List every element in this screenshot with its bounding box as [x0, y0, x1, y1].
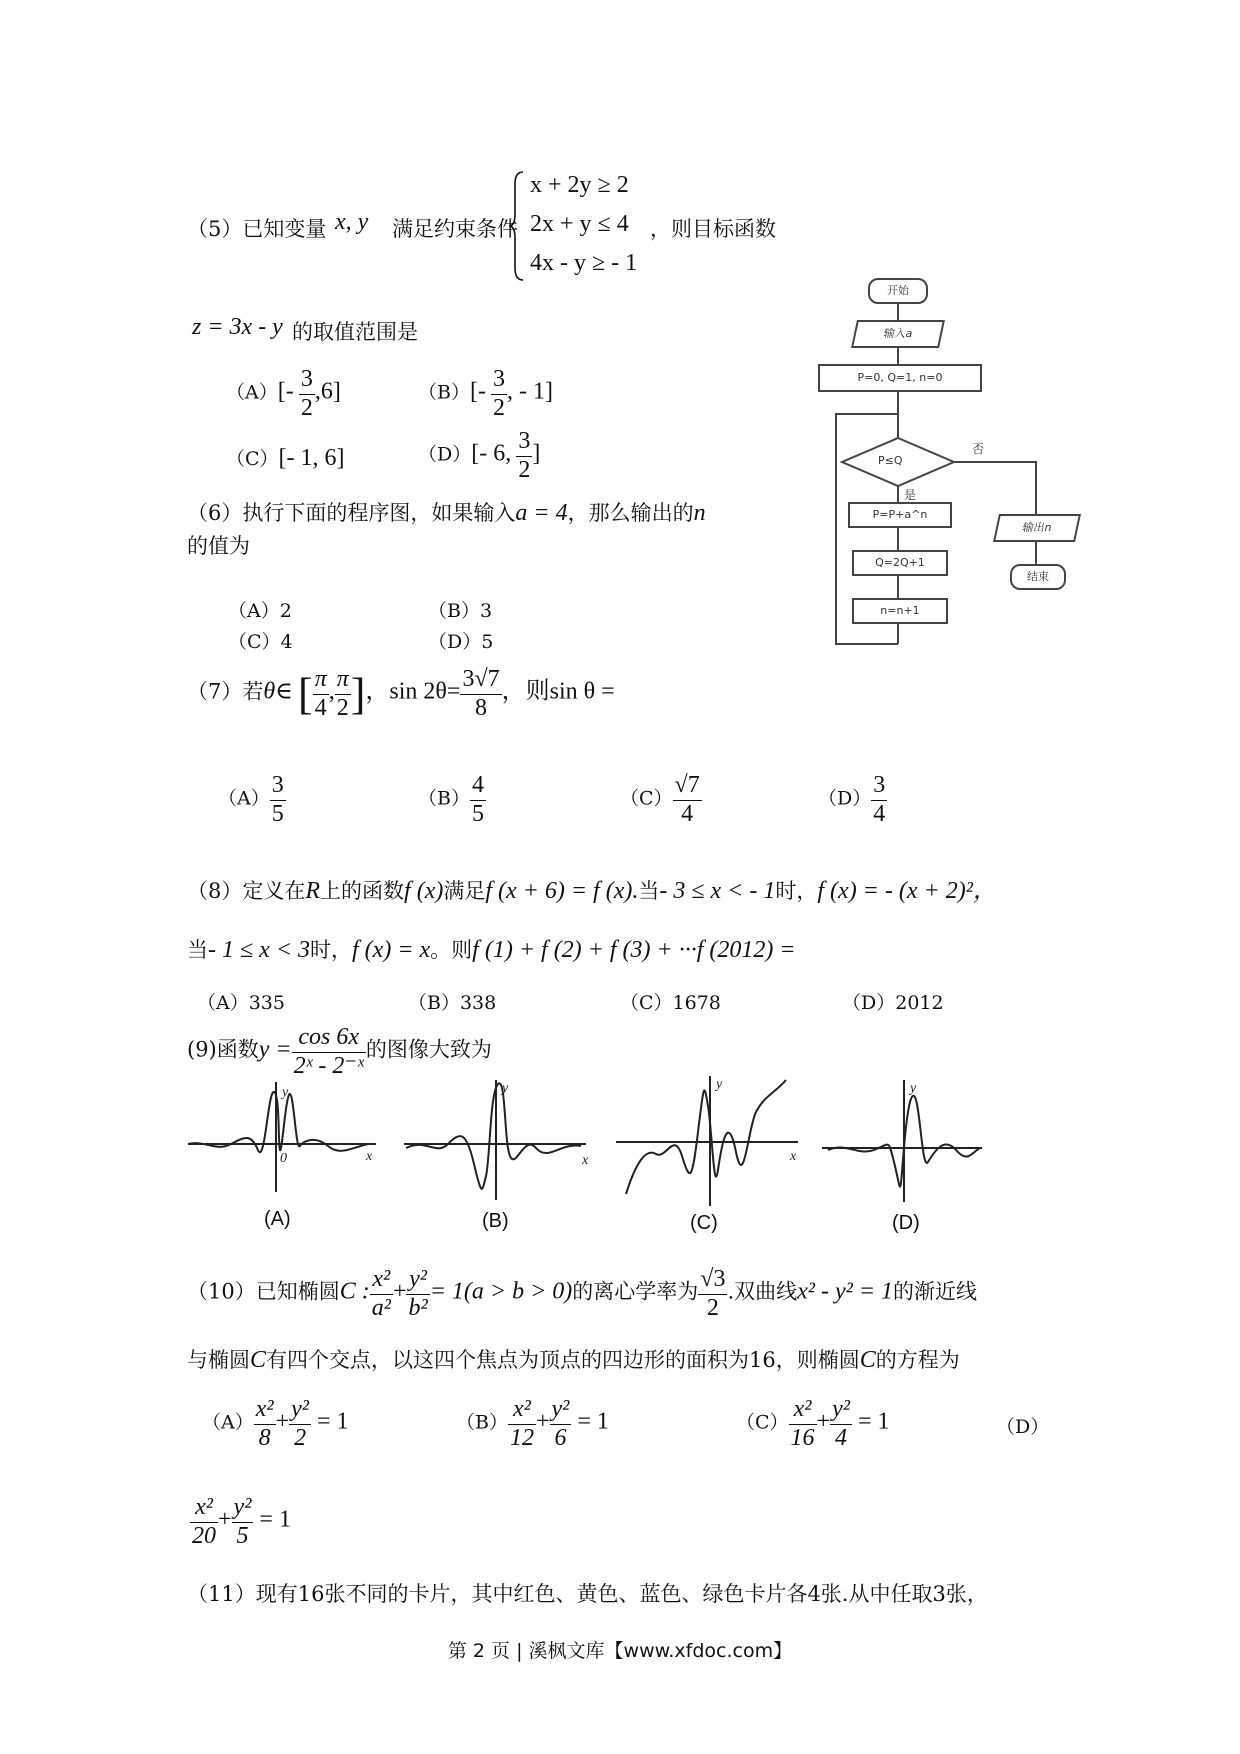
q10-option-c: （C） $\frac{\text{x²}}{16}$ + $\frac{\text{y²}}{4}$ = 1: [736, 1396, 890, 1451]
svg-text:x: x: [582, 1153, 589, 1168]
q5-prefix: （5）已知变量: [187, 217, 327, 241]
q5-option-d: （D）[- 6, $\frac{3}{2}$ ]: [418, 428, 541, 483]
q6-option-c: （C）4: [228, 631, 293, 653]
q10-option-d-label: （D）: [996, 1416, 1050, 1438]
q5-objective: z = 3x - y: [192, 314, 283, 340]
q10-option-d: $\frac{\text{x²}}{20}$ + $\frac{\text{y²}}{5}$ = 1: [192, 1494, 291, 1549]
flow-step-p: P=P+a^n: [848, 502, 952, 528]
q9-label-d: (D): [892, 1212, 920, 1234]
svg-text:y: y: [502, 1081, 509, 1096]
q7-option-c: （C） $\frac{√7}{4}$: [620, 772, 700, 827]
q6-option-a: （A）2: [228, 600, 292, 622]
q8-option-a: （A）335: [197, 992, 285, 1014]
q7-option-a: （A） $\frac{3}{5}$: [218, 772, 284, 827]
q8-line1: （8）定义在R上的函数f (x)满足f (x + 6) = f (x).当- 3 ≤ x < - 1时，f (x) = - (x + 2)²，: [187, 878, 997, 904]
q5-option-b: （B）[- $\frac{3}{2}$ , - 1]: [418, 366, 554, 421]
q6-option-d: （D）5: [428, 631, 494, 653]
q8-option-b: （B）338: [408, 992, 497, 1014]
q5-option-a: （A）[- $\frac{3}{2}$ ,6]: [226, 366, 341, 421]
q5-suffix: ，则目标函数: [650, 217, 776, 241]
q8-line2: 当- 1 ≤ x < 3时，f (x) = x。则f (1) + f (2) + f (3) + ···f (2012) =: [187, 937, 796, 963]
q5-mid: 满足约束条件: [392, 217, 518, 241]
flow-step-q: Q=2Q+1: [852, 550, 948, 576]
q9-label-a: (A): [264, 1208, 291, 1230]
page-footer: 第 2 页 | 溪枫文库【www.xfdoc.com】: [447, 1640, 793, 1662]
q5-left-brace: [507, 170, 525, 282]
flow-condition: P≤Q: [878, 454, 903, 467]
flow-start: 开始: [868, 278, 928, 304]
q6-flowchart: [806, 268, 1106, 668]
q5-constraint-1: x + 2y ≥ 2: [530, 172, 629, 198]
flowchart-connectors: [806, 268, 1106, 668]
q7-stem: （7）若θ∈ [ $\frac{\pi}{4}$ , $\frac{\pi}{2}$ ]，sin 2θ= $\frac{3√7}{8}$ ，则sin θ =: [187, 666, 615, 721]
q9-label-c: (C): [690, 1212, 718, 1234]
q7-option-b: （B） $\frac{4}{5}$: [418, 772, 484, 827]
svg-text:x: x: [790, 1149, 797, 1164]
q10-option-b: （B） $\frac{\text{x²}}{12}$ + $\frac{\text{y²}}{6}$ = 1: [456, 1396, 609, 1451]
flow-init: P=0, Q=1, n=0: [818, 364, 982, 392]
q9-stem: (9)函数y = $\frac{\cos 6x}{\text{2ˣ - 2⁻ˣ}}$ 的图像大致为: [187, 1024, 492, 1079]
q6-option-b: （B）3: [428, 600, 493, 622]
q10-line2: 与椭圆C有四个交点，以这四个焦点为顶点的四边形的面积为16，则椭圆C的方程为: [187, 1347, 960, 1373]
q6-line1: （6）执行下面的程序图，如果输入a = 4，那么输出的n: [187, 500, 706, 526]
q8-option-c: （C）1678: [620, 992, 721, 1014]
q5-constraint-2: 2x + y ≤ 4: [530, 211, 629, 237]
q5-objective-text: 的取值范围是: [292, 320, 418, 344]
flow-step-n: n=n+1: [852, 598, 948, 624]
q6-line2: 的值为: [187, 534, 250, 558]
flow-end: 结束: [1010, 564, 1066, 590]
question-11: （11）现有16张不同的卡片，其中红色、黄色、蓝色、绿色卡片各4张.从中任取3张，: [187, 1582, 988, 1606]
q9-graphs: [186, 1072, 986, 1232]
svg-text:y: y: [716, 1077, 723, 1092]
q10-line1: （10）已知椭圆C : $\frac{\text{x²}}{\text{a²}}$ + $\frac{\text{y²}}{\text{b²}}$ = 1(a > b > 0)的离心学率为 $\frac{√3}{2}$ .双曲线x² - y² = 1的渐近线: [187, 1266, 978, 1321]
flow-no: 否: [972, 442, 985, 456]
flow-input: 输入a: [851, 320, 945, 348]
svg-text:0: 0: [280, 1151, 287, 1166]
q10-option-a: （A） $\frac{\text{x²}}{8}$ + $\frac{\text{y²}}{2}$ = 1: [202, 1396, 349, 1451]
flow-output: 输出n: [993, 514, 1081, 542]
q5-vars: x, y: [335, 209, 369, 235]
flow-yes: 是: [904, 488, 917, 502]
q8-option-d: （D）2012: [842, 992, 944, 1014]
svg-text:x: x: [366, 1149, 373, 1164]
q7-option-d: （D） $\frac{3}{4}$: [818, 772, 886, 827]
q5-option-c: （C）[- 1, 6]: [226, 445, 345, 471]
svg-text:y: y: [910, 1081, 917, 1096]
q5-constraint-3: 4x - y ≥ - 1: [530, 250, 638, 276]
svg-text:y: y: [282, 1085, 289, 1100]
q9-label-b: (B): [482, 1210, 509, 1232]
